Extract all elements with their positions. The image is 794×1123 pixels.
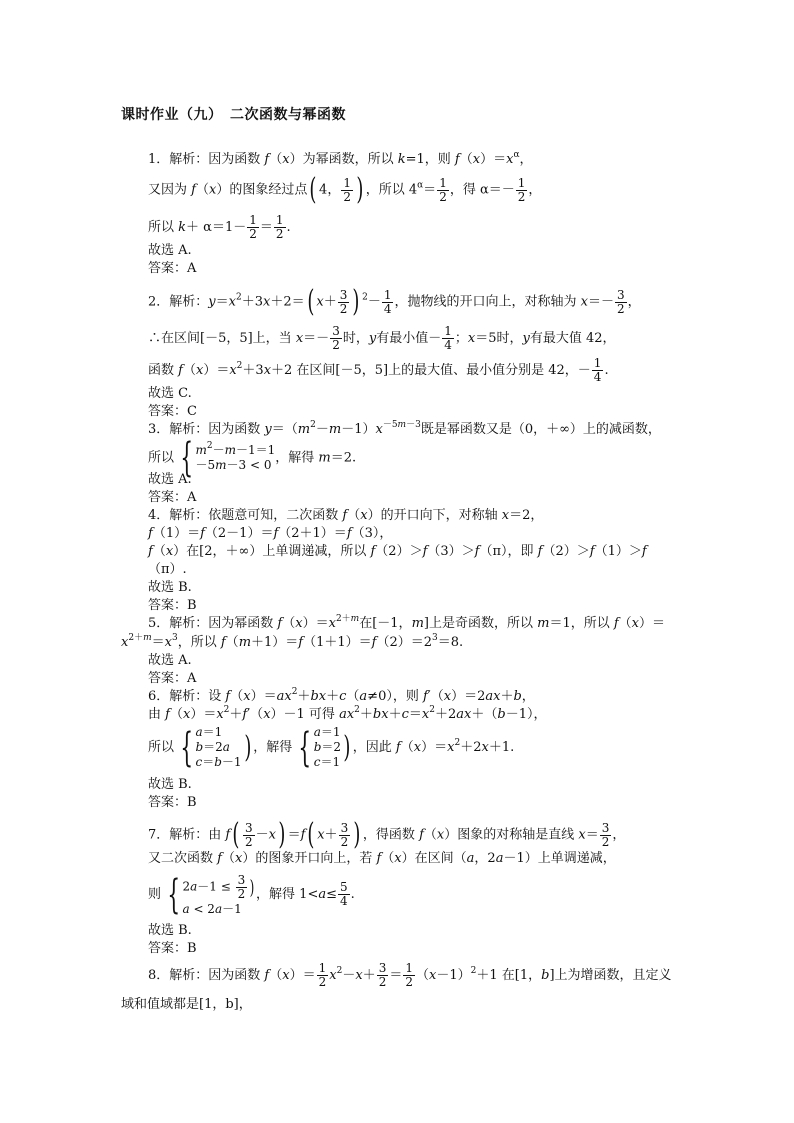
p7-line2: 又二次函数 f（x）的图象开口向上，若 f（x）在区间（a，2a－1）上单调递减， <box>148 851 616 866</box>
p1-line4: 故选 A. <box>148 243 192 258</box>
p3-line2: 所以 { $m^2-m-1=1$ －5m－3 < 0 ，解得 m＝2. <box>148 435 357 481</box>
p6-answer: 答案：B <box>148 795 197 810</box>
p7-line4: 故选 B. <box>148 923 192 938</box>
p6-line3: 所以 { a＝1 b＝2a c＝b－1) ，解得 { a＝1 b＝2 c＝1 ) ，因此 $f(x)=x^2+2x+1$. <box>148 724 515 771</box>
p1-line3: 所以 k＋ α＝1－ $\frac{1}{2}$ ＝ $\frac{1}{2}$ . <box>148 213 291 241</box>
p5-line1: 5．解析：因为幂函数 $f(x)=x^{2+m}$在[－1，m]上是奇函数，所以 m＝1，所以 f（x）＝ <box>148 614 666 631</box>
p2-answer: 答案：C <box>148 404 197 419</box>
p4-line1: 4．解析：依题意可知，二次函数 f（x）的开口向下，对称轴 x＝2， <box>148 508 544 523</box>
page-title: 课时作业（九） 二次函数与幂函数 <box>121 107 346 123</box>
p1-line2: 又因为 f（x）的图象经过点( 4， $\frac{1}{2}$ ) ，所以 $4^\alpha=$ $\frac{1}{2}$ ，得 α＝－ $\frac{1}{2}$ ， <box>148 172 542 207</box>
p6-line1: 6．解析：设 $f(x)=ax^2+bx+c(a\ne 0)$，则 f′（x）＝2ax＋b， <box>148 687 535 704</box>
p5-line2: $x^{2+m}=x^3$，所以 $f(m+1)=f(1+1)=f(2)=2^3=8$. <box>121 633 464 650</box>
p2-line4: 故选 C. <box>148 386 192 401</box>
p6-line2: 由 $f(x)=x^2+f'(x)-1$ 可得 $ax^2+bx+c=x^2+2ax+(b-1)$， <box>148 705 547 722</box>
p6-line4: 故选 B. <box>148 777 192 792</box>
p3-answer: 答案：A <box>148 490 197 505</box>
p4-answer: 答案：B <box>148 598 197 613</box>
p4-line4: （π）. <box>148 562 187 577</box>
p1-answer: 答案：A <box>148 261 197 276</box>
p8-line1: 8．解析：因为函数 f（x）＝ $\frac{1}{2}$ $x^2-x+$ $\frac{3}{2}$ ＝ $\frac{1}{2}$ $(x-1)^2+1$ 在[1，b]上为增函数，且定义 <box>148 961 672 989</box>
p5-line3: 故选 A. <box>148 653 192 668</box>
p7-answer: 答案：B <box>148 941 197 956</box>
p8-line2: 域和值域都是[1，b]， <box>121 997 252 1012</box>
p2-line2: ∴在区间[－5，5]上，当 x＝－ $\frac{3}{2}$ 时，y有最小值－ $\frac{1}{4}$ ；x＝5时，y有最大值 42， <box>148 324 616 352</box>
p4-line2: f（1）＝f（2－1）＝f（2＋1）＝f（3）， <box>148 526 393 541</box>
p3-line3: 故选 A. <box>148 472 192 487</box>
p1-line1: 1．解析：因为函数 f（x）为幂函数，所以 k=1，则 $f(x)=x^\alpha$， <box>148 150 533 167</box>
p4-line5: 故选 B. <box>148 580 192 595</box>
p3-line1: 3．解析：因为函数 $y=(m^2-m-1)x^{-5m-3}$既是幂函数又是（0，＋∞）上的减函数， <box>148 420 661 437</box>
p2-line3: 函数 $f(x)=x^2+3x+2$ 在区间[－5，5]上的最大值、最小值分别是 42，－ $\frac{1}{4}$ . <box>148 356 609 384</box>
p7-line3: 则 { 2a－1 ≤ $\frac{3}{2}$ ) a < 2a－1，解得 1<a≤ $\frac{5}{4}$ . <box>148 871 355 918</box>
p4-line3: f（x）在[2，＋∞）上单调递减，所以 f（2）＞f（3）＞f（π），即 f（2）＞f（1）＞f <box>148 544 647 559</box>
p5-answer: 答案：A <box>148 671 197 686</box>
p2-line1: 2．解析：$y=x^2+3x+2=$( x＋ $\frac{3}{2}$ ) $^2$－ $\frac{1}{4}$ ，抛物线的开口向上，对称轴为 x＝－ $\frac{3}{2}$ ， <box>148 284 641 319</box>
p7-line1: 7．解析：由 f( $\frac{3}{2}$ －x) ＝f( x＋ $\frac{3}{2}$ ) ，得函数 f（x）图象的对称轴是直线 x＝ $\frac{3}{2}$ ， <box>148 817 626 852</box>
